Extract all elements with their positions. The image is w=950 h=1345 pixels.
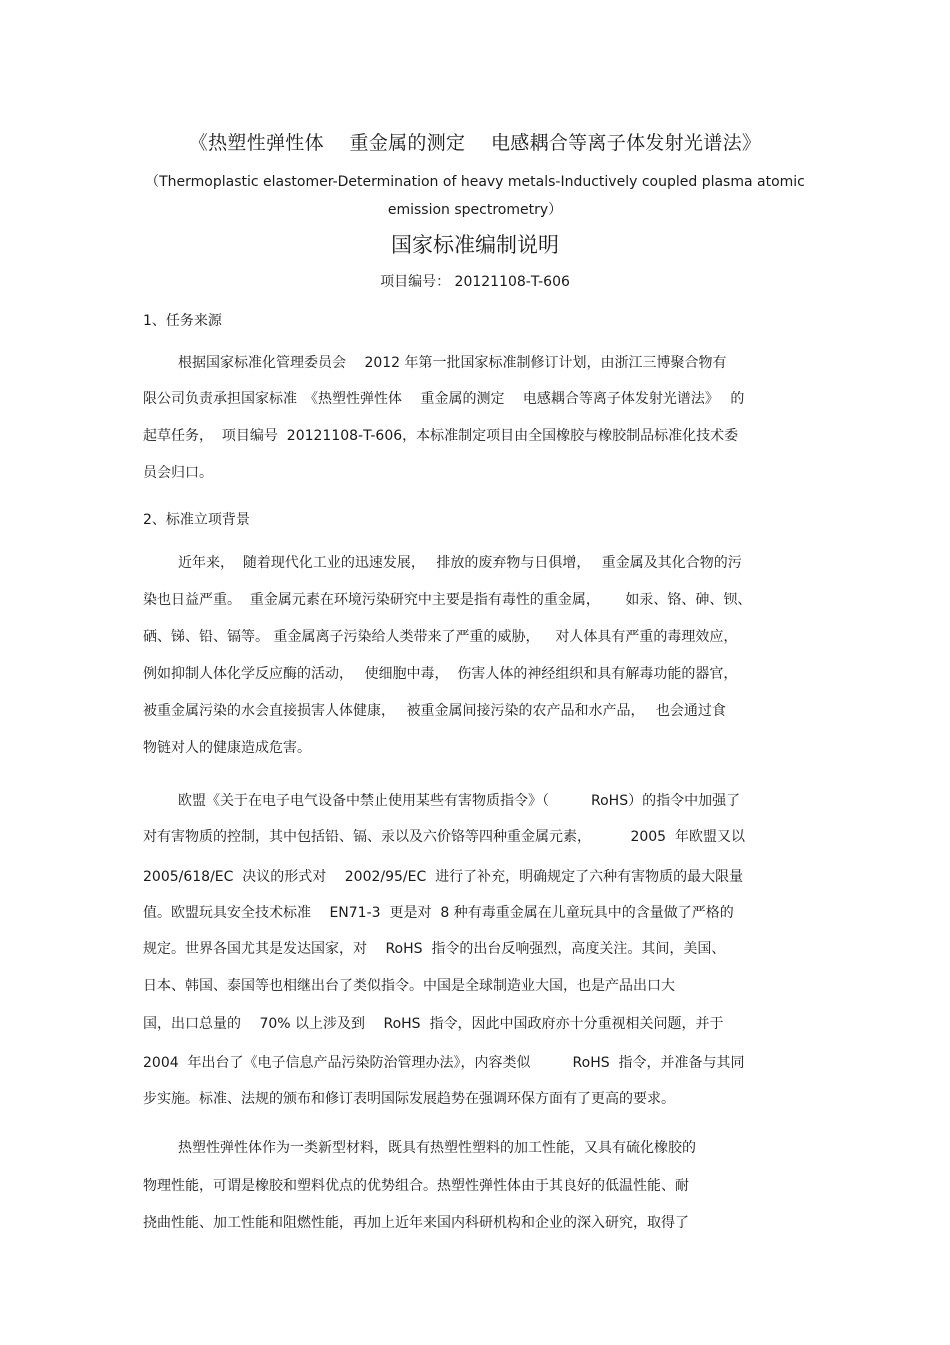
paragraph-1-line: 员会归口。 — [143, 465, 213, 481]
english-subtitle-line-2: emission spectrometry） — [387, 202, 563, 218]
document-title: 《热塑性弹性体 重金属的测定 电感耦合等离子体发射光谱法》 — [188, 132, 762, 154]
project-number: 项目编号： 20121108-T-606 — [380, 274, 570, 290]
section-2-title: 2、标准立项背景 — [143, 512, 250, 528]
paragraph-2-line: 硒、锑、铅、镉等。 重金属离子污染给人类带来了严重的威胁， 对人体具有严重的毒理效应， — [143, 629, 738, 645]
paragraph-3-line: 步实施。标准、法规的颁布和修订表明国际发展趋势在强调环保方面有了更高的要求。 — [143, 1091, 675, 1107]
section-1-title: 1、任务来源 — [143, 313, 222, 329]
paragraph-3-line: 2004 年出台了《电子信息产品污染防治管理办法》，内容类似 RoHS 指令，并准备与其同 — [143, 1055, 745, 1071]
paragraph-1-line: 根据国家标准化管理委员会 2012 年第一批国家标准制修订计划，由浙江三博聚合物有 — [178, 355, 727, 371]
paragraph-4-line: 热塑性弹性体作为一类新型材料，既具有热塑性塑料的加工性能，又具有硫化橡胶的 — [178, 1140, 696, 1156]
paragraph-3-line: 国，出口总量的 70% 以上涉及到 RoHS 指令，因此中国政府亦十分重视相关问题，并于 — [143, 1016, 724, 1032]
paragraph-2-line: 近年来， 随着现代化工业的迅速发展， 排放的废弃物与日俱增， 重金属及其化合物的污 — [178, 555, 742, 571]
paragraph-3-line: 值。欧盟玩具安全技术标准 EN71-3 更是对 8 种有毒重金属在儿童玩具中的含量做了严格的 — [143, 905, 734, 921]
paragraph-3-line: 2005/618/EC 决议的形式对 2002/95/EC 进行了补充，明确规定了六种有害物质的最大限量 — [143, 869, 744, 885]
paragraph-4-line: 物理性能，可谓是橡胶和塑料优点的优势组合。热塑性弹性体由于其良好的低温性能、耐 — [143, 1178, 689, 1194]
paragraph-4-line: 挠曲性能、加工性能和阻燃性能，再加上近年来国内科研机构和企业的深入研究，取得了 — [143, 1215, 689, 1231]
paragraph-3-line: 日本、韩国、泰国等也相继出台了类似指令。中国是全球制造业大国，也是产品出口大 — [143, 978, 675, 994]
paragraph-2-line: 被重金属污染的水会直接损害人体健康， 被重金属间接污染的农产品和水产品， 也会通过食 — [143, 703, 726, 719]
paragraph-3-line: 欧盟《关于在电子电气设备中禁止使用某些有害物质指令》（ RoHS）的指令中加强了 — [178, 793, 741, 809]
paragraph-2-line: 染也日益严重。 重金属元素在环境污染研究中主要是指有毒性的重金属， 如汞、铬、砷、钡、 — [143, 592, 752, 608]
paragraph-3-line: 对有害物质的控制，其中包括铅、镉、汞以及六价铬等四种重金属元素， 2005 年欧盟又以 — [143, 829, 745, 845]
paragraph-3-line: 规定。世界各国尤其是发达国家，对 RoHS 指令的出台反响强烈，高度关注。其间，美国、 — [143, 941, 726, 957]
paragraph-2-line: 例如抑制人体化学反应酶的活动， 使细胞中毒， 伤害人体的神经组织和具有解毒功能的器官， — [143, 666, 738, 682]
paragraph-2-line: 物链对人的健康造成危害。 — [143, 740, 311, 756]
paragraph-1-line: 限公司负责承担国家标准 《热塑性弹性体 重金属的测定 电感耦合等离子体发射光谱法》 的 — [143, 391, 745, 407]
paragraph-1-line: 起草任务， 项目编号 20121108-T-606，本标准制定项目由全国橡胶与橡胶制品标准化技术委 — [143, 428, 739, 444]
document-heading: 国家标准编制说明 — [391, 233, 559, 257]
english-subtitle-line-1: （Thermoplastic elastomer-Determination of heavy metals-Inductively coupled plasma atomic — [145, 174, 805, 190]
